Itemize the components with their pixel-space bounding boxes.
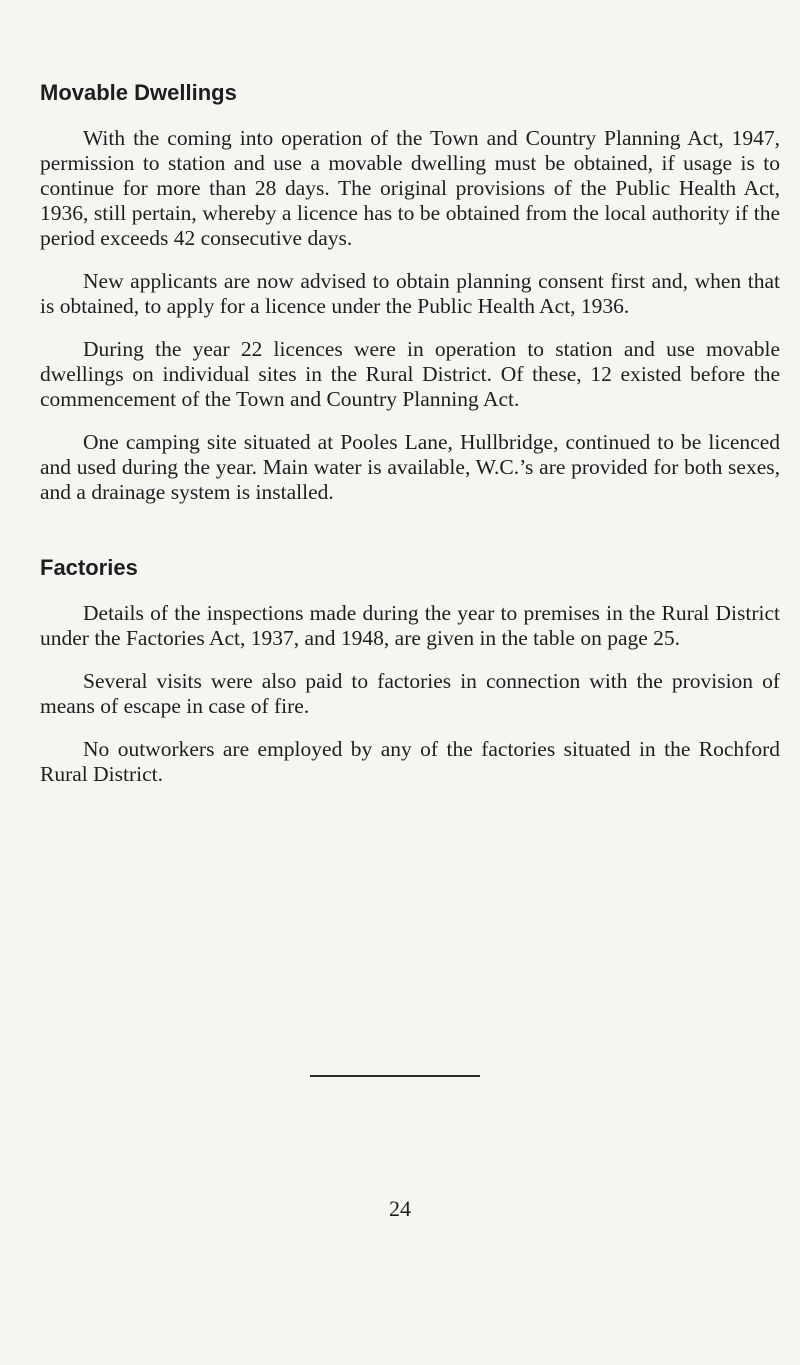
paragraph: Details of the inspections made during the year to premises in the Rural District under the Factories Act, 1937, and 1948, are given in the table on page 25. — [40, 601, 780, 650]
paragraph: During the year 22 licences were in operation to station and use movable dwellings on individual sites in the Rural District. Of these, 12 existed before the commencement of the Town and Country Planning Act. — [40, 337, 780, 411]
paragraph: Several visits were also paid to factories in connection with the provision of means of escape in case of fire. — [40, 669, 780, 718]
section-factories — [40, 553, 780, 787]
document-page — [40, 78, 780, 805]
page-number: 24 — [389, 1196, 411, 1221]
divider-rule — [310, 1075, 480, 1077]
paragraph: With the coming into operation of the Town and Country Planning Act, 1947, permission to station and use a movable dwelling must be obtained, if usage is to continue for more than 28 days. The original provisions of the Public Health Act, 1936, still pertain, whereby a licence has to be obtained from the local authority if the period exceeds 42 consecutive days. — [40, 126, 780, 250]
section-heading: Factories — [40, 555, 138, 580]
paragraph: One camping site situated at Pooles Lane, Hullbridge, continued to be licenced and used during the year. Main water is available, W.C.’s are provided for both sexes, and a drainage system is installed. — [40, 430, 780, 504]
section-movable-dwellings — [40, 78, 780, 505]
section-heading: Movable Dwellings — [40, 80, 237, 105]
paragraph: New applicants are now advised to obtain planning consent first and, when that is obtained, to apply for a licence under the Public Health Act, 1936. — [40, 269, 780, 318]
paragraph: No outworkers are employed by any of the factories situated in the Rochford Rural District. — [40, 737, 780, 786]
